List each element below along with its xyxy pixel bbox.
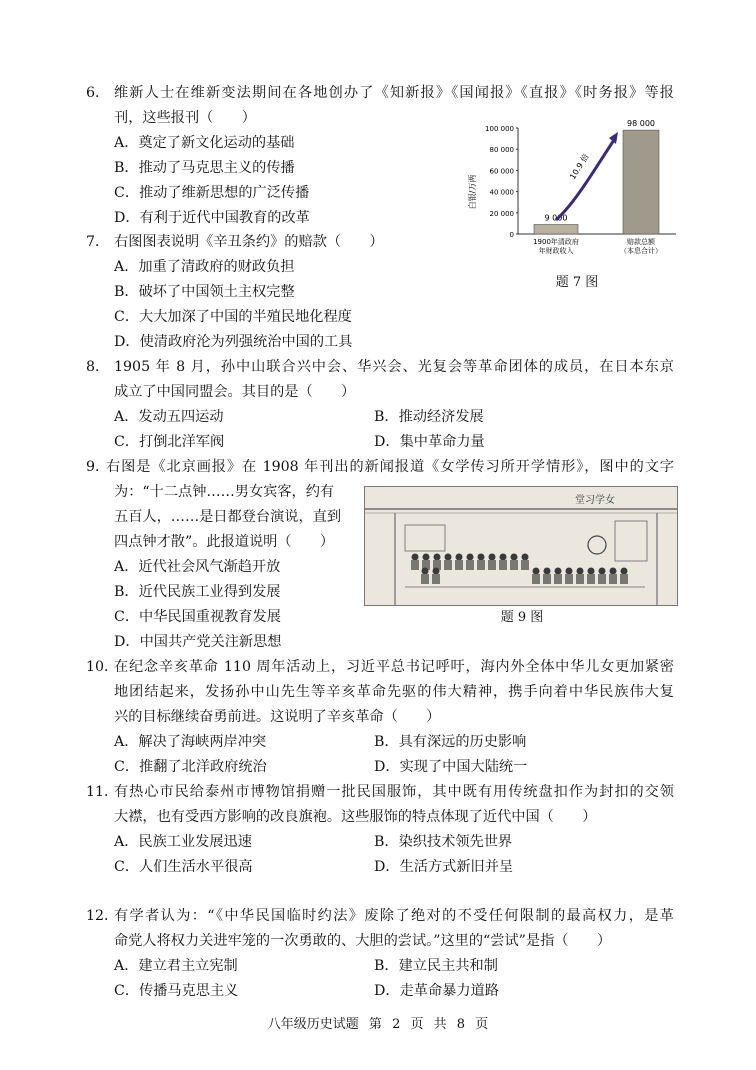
q10-option-d[interactable]: D．实现了中国大陆统一: [374, 759, 528, 775]
fig7-y-tick-label: 100 000: [485, 125, 514, 133]
fig7-bar-2: [623, 130, 659, 234]
fig9-person-body: [477, 560, 485, 570]
fig9-person-body: [620, 574, 628, 584]
fig7-y-tick-label: 60 000: [489, 167, 514, 176]
fig9-person-body: [565, 574, 573, 584]
fig7-category-label: （本息合计）: [620, 247, 662, 255]
q8-number: 8．: [86, 359, 110, 375]
q8-option-b[interactable]: B．推动经济发展: [374, 409, 484, 425]
fig9-person-body: [543, 574, 551, 584]
q7-option-c[interactable]: C．大大加深了中国的半殖民地化程度: [114, 309, 352, 325]
fig9-person-head: [522, 554, 529, 561]
fig7-bar-chart: [466, 112, 686, 272]
fig9-person-head: [467, 554, 474, 561]
footer-total-word: 共: [433, 1017, 447, 1032]
fig9-person-head: [500, 554, 507, 561]
fig9-person-head: [412, 554, 419, 561]
fig9-person-body: [411, 560, 419, 570]
fig9-person-body: [488, 560, 496, 570]
fig9-person-head: [511, 554, 518, 561]
fig9-person-body: [455, 560, 463, 570]
q12-option-b[interactable]: B．建立民主共和制: [374, 958, 498, 974]
fig9-person-head: [544, 568, 551, 575]
fig7-category-label: 年财政收入: [538, 247, 574, 255]
q10-option-c[interactable]: C．推翻了北洋政府统治: [114, 759, 267, 775]
q10-option-b[interactable]: B．具有深远的历史影响: [374, 734, 527, 750]
q10-option-a[interactable]: A．解决了海峡两岸冲突: [114, 734, 267, 750]
footer-page-word: 第: [368, 1017, 382, 1032]
fig9-person-head: [599, 568, 606, 575]
q7-stem: 右图图表说明《辛丑条约》的赔款（ ）: [114, 234, 384, 250]
fig9-person-head: [621, 568, 628, 575]
page-footer: [0, 1016, 756, 1034]
q6-stem-line2: 刊，这些报刊（ ）: [114, 110, 256, 126]
q6-option-d[interactable]: D．有利于近代中国教育的改革: [114, 210, 310, 226]
fig7-y-tick-label: 20 000: [489, 209, 514, 218]
q8-option-c[interactable]: C．打倒北洋军阀: [114, 434, 225, 450]
fig9-person-body: [421, 574, 429, 584]
fig9-banner-text: 堂习学女: [575, 495, 615, 506]
q9-option-a[interactable]: A．近代社会风气渐趋开放: [114, 559, 281, 575]
q11-option-d[interactable]: D．生活方式新旧并呈: [374, 859, 514, 875]
q6-number: 6．: [86, 85, 110, 101]
q10-stem-line3: 兴的目标继续奋勇前进。这说明了辛亥革命（ ）: [114, 709, 441, 725]
q8-option-a[interactable]: A．发动五四运动: [114, 409, 224, 425]
q11-number: 11．: [86, 784, 119, 800]
fig9-person-head: [566, 568, 573, 575]
q10-stem-line2: 地团结起来，发扬孙中山先生等辛亥革命先驱的伟大精神，携手向着中华民族伟大复: [114, 684, 674, 700]
fig9-drawing: [365, 487, 677, 605]
q9-stem-line4: 四点钟才散”。此报道说明（ ）: [114, 534, 335, 550]
fig9-person-body: [466, 560, 474, 570]
fig9-person-head: [533, 568, 540, 575]
q9-stem-line3: 五百人，……是日都登台演说，直到: [114, 509, 342, 525]
q7-option-b[interactable]: B．破坏了中国领土主权完整: [114, 284, 295, 300]
fig9-person-head: [445, 554, 452, 561]
fig9-caption: 题 9 图: [500, 610, 544, 625]
q6-option-a[interactable]: A．奠定了新文化运动的基础: [114, 135, 295, 151]
q11-option-c[interactable]: C．人们生活水平很高: [114, 859, 253, 875]
fig7-trend-arrow: [556, 140, 614, 220]
fig9-person-body: [521, 560, 529, 570]
fig9-person-body: [432, 574, 440, 584]
fig9-person-head: [489, 554, 496, 561]
q9-option-c[interactable]: C．中华民国重视教育发展: [114, 609, 281, 625]
q10-number: 10．: [86, 659, 119, 675]
footer-subject: 八年级历史试题: [267, 1017, 359, 1032]
q11-option-a[interactable]: A．民族工业发展迅速: [114, 834, 252, 850]
fig7-bar-1: [534, 224, 578, 234]
fig7-y-tick-label: 40 000: [489, 188, 514, 197]
fig7-data-label-2: 98 000: [627, 119, 655, 129]
fig9-news-illustration: [364, 486, 678, 606]
q8-stem-line1: 1905 年 8 月，孙中山联合兴中会、华兴会、光复会等革命团体的成员，在日本东京: [114, 359, 674, 375]
fig9-person-head: [422, 568, 429, 575]
q11-stem-line1: 有热心市民给泰州市博物馆捐赠一批民国服饰，其中既有用传统盘扣作为封扣的交领: [114, 784, 674, 800]
fig7-category-label: 1900年清政府: [533, 238, 579, 246]
fig7-y-tick-label: 0: [509, 231, 514, 239]
q8-option-d[interactable]: D．集中革命力量: [374, 434, 485, 450]
q9-number: 9．: [86, 459, 110, 475]
footer-page-number: 2: [392, 1017, 401, 1032]
q9-stem-line1: 右图是《北京画报》在 1908 年刊出的新闻报道《女学传习所开学情形》，图中的文字: [106, 459, 674, 475]
fig9-person-head: [478, 554, 485, 561]
q9-option-d[interactable]: D．中国共产党关注新思想: [114, 634, 282, 650]
q6-option-b[interactable]: B．推动了马克思主义的传播: [114, 160, 295, 176]
fig9-person-head: [423, 554, 430, 561]
footer-total-unit: 页: [475, 1017, 489, 1032]
fig7-data-label-1: 9 000: [544, 213, 568, 223]
fig9-person-body: [532, 574, 540, 584]
fig9-person-head: [610, 568, 617, 575]
q12-stem-line2: 命党人将权力关进牢笼的一次勇敢的、大胆的尝试。”这里的“尝试”是指（ ）: [114, 933, 612, 949]
fig7-category-label: 赔款总额: [627, 238, 655, 246]
footer-page-unit: 页: [410, 1017, 424, 1032]
q6-option-c[interactable]: C．推动了维新思想的广泛传播: [114, 185, 310, 201]
fig9-person-body: [587, 574, 595, 584]
fig9-person-head: [434, 554, 441, 561]
q9-option-b[interactable]: B．近代民族工业得到发展: [114, 584, 281, 600]
q12-option-c[interactable]: C．传播马克思主义: [114, 983, 239, 999]
fig9-person-head: [456, 554, 463, 561]
q12-option-d[interactable]: D．走革命暴力道路: [374, 983, 499, 999]
q7-option-d[interactable]: D．使清政府沦为列强统治中国的工具: [114, 334, 353, 350]
q11-stem-line2: 大襟，也有受西方影响的改良旗袍。这些服饰的特点体现了近代中国（ ）: [114, 809, 597, 825]
fig9-person-head: [555, 568, 562, 575]
fig7-caption: 题 7 图: [555, 275, 599, 290]
fig9-person-body: [554, 574, 562, 584]
fig9-person-head: [577, 568, 584, 575]
fig9-person-body: [576, 574, 584, 584]
q12-stem-line1: 有学者认为：“《中华民国临时约法》废除了绝对的不受任何限制的最高权力，是革: [114, 908, 674, 924]
fig9-person-head: [433, 568, 440, 575]
fig9-person-head: [588, 568, 595, 575]
fig9-person-body: [444, 560, 452, 570]
fig9-person-body: [609, 574, 617, 584]
q10-stem-line1: 在纪念辛亥革命 110 周年活动上，习近平总书记呼吁，海内外全体中华儿女更加紧密: [114, 659, 674, 675]
fig9-person-body: [598, 574, 606, 584]
q7-number: 7．: [86, 234, 110, 250]
q12-number: 12．: [86, 908, 119, 924]
fig9-person-body: [510, 560, 518, 570]
fig7-multiplier-annotation: 10.9 倍: [568, 152, 591, 182]
q6-stem-line1: 维新人士在维新变法期间在各地创办了《知新报》《国闻报》《直报》《时务报》等报: [114, 85, 674, 101]
fig9-person-body: [499, 560, 507, 570]
q9-stem-line2: 为：“十二点钟……男女宾客，约有: [114, 484, 335, 500]
q12-option-a[interactable]: A．建立君主立宪制: [114, 958, 238, 974]
q11-option-b[interactable]: B．染织技术领先世界: [374, 834, 513, 850]
fig7-y-axis-label: 白银/万两: [468, 174, 477, 210]
footer-total-pages: 8: [456, 1017, 466, 1032]
fig7-y-tick-label: 80 000: [489, 146, 514, 155]
q8-stem-line2: 成立了中国同盟会。其目的是（ ）: [114, 384, 356, 400]
q7-option-a[interactable]: A．加重了清政府的财政负担: [114, 259, 295, 275]
